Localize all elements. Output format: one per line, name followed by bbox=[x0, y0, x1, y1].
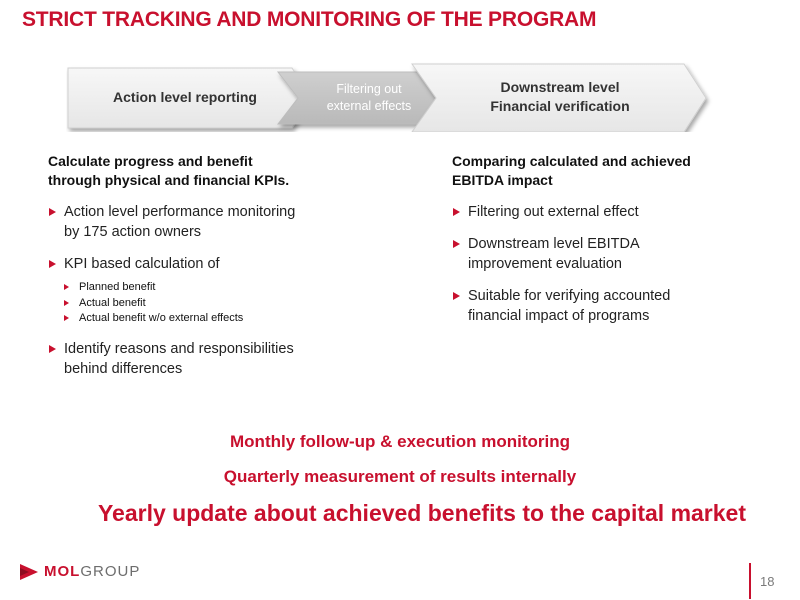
bullet-arrow-icon bbox=[453, 292, 460, 300]
left-bullet-3-line2: behind differences bbox=[64, 360, 183, 377]
sub-bullet-3-text: Actual benefit w/o external effects bbox=[79, 312, 244, 324]
left-bullet-3 bbox=[48, 339, 368, 379]
right-bullet-2 bbox=[452, 234, 752, 274]
bullet-arrow-icon bbox=[453, 240, 460, 248]
sub-bullet-1 bbox=[64, 280, 368, 296]
step2-label bbox=[298, 81, 440, 115]
kpi-sub-list bbox=[64, 280, 368, 327]
left-bullet-list bbox=[48, 202, 368, 379]
logo-mol: MOL bbox=[44, 563, 81, 580]
left-bullet-2 bbox=[48, 254, 368, 327]
step2-label-line2: external effects bbox=[326, 99, 412, 113]
right-heading-line2: EBITDA impact bbox=[452, 172, 553, 188]
sub-bullet-arrow-icon bbox=[64, 300, 69, 306]
step3-label bbox=[442, 78, 678, 116]
bullet-arrow-icon bbox=[49, 260, 56, 268]
process-flow bbox=[66, 62, 716, 132]
right-heading bbox=[452, 152, 752, 190]
sub-bullet-2-text: Actual benefit bbox=[79, 296, 146, 309]
sub-bullet-1-text: Planned benefit bbox=[79, 281, 156, 293]
left-bullet-1-line1: Action level performance monitoring bbox=[64, 204, 296, 220]
left-heading bbox=[48, 152, 368, 190]
bullet-arrow-icon bbox=[49, 208, 56, 216]
right-bullet-list bbox=[452, 202, 752, 326]
logo-wordmark bbox=[44, 563, 140, 580]
right-bullet-1-line1: Filtering out external effect bbox=[468, 204, 639, 220]
right-heading-line1: Comparing calculated and achieved bbox=[452, 153, 691, 169]
right-bullet-3-line2: financial impact of programs bbox=[468, 308, 650, 324]
left-heading-line1: Calculate progress and benefit bbox=[48, 153, 253, 169]
highlight-quarterly: Quarterly measurement of results internally bbox=[223, 467, 577, 486]
left-bullet-1-line2: by 175 action owners bbox=[64, 224, 202, 240]
bullet-arrow-icon bbox=[49, 345, 56, 353]
left-bullet-3-line1: Identify reasons and responsibilities bbox=[64, 340, 294, 357]
highlight-monthly: Monthly follow-up & execution monitoring bbox=[230, 432, 570, 451]
right-bullet-2-line2: improvement evaluation bbox=[468, 256, 622, 272]
right-bullet-3 bbox=[452, 286, 752, 326]
page-number-divider bbox=[749, 563, 751, 599]
sub-bullet-2 bbox=[64, 296, 368, 312]
step2-label-line1: Filtering out bbox=[336, 82, 402, 96]
right-column bbox=[452, 152, 752, 338]
right-bullet-1 bbox=[452, 202, 752, 222]
sub-bullet-3 bbox=[64, 311, 368, 327]
slide-title: STRICT TRACKING AND MONITORING OF THE PROGRAM bbox=[22, 8, 597, 31]
left-heading-line2: through physical and financial KPIs. bbox=[48, 172, 290, 188]
left-bullet-1 bbox=[48, 202, 368, 242]
bullet-arrow-icon bbox=[453, 208, 460, 216]
left-column bbox=[48, 152, 368, 391]
highlight-yearly: Yearly update about achieved benefits to the capital market bbox=[97, 500, 747, 526]
sub-bullet-arrow-icon bbox=[64, 315, 69, 321]
right-bullet-2-line1: Downstream level EBITDA bbox=[468, 236, 640, 252]
page-number: 18 bbox=[760, 574, 775, 589]
mol-group-logo bbox=[20, 563, 140, 580]
mol-logo-icon bbox=[20, 564, 38, 580]
step3-label-line2: Financial verification bbox=[490, 98, 630, 114]
step1-label: Action level reporting bbox=[113, 89, 257, 105]
logo-group: GROUP bbox=[80, 563, 141, 580]
sub-bullet-arrow-icon bbox=[64, 284, 69, 290]
right-bullet-3-line1: Suitable for verifying accounted bbox=[468, 288, 671, 304]
left-bullet-2-line1: KPI based calculation of bbox=[64, 256, 220, 272]
step3-label-line1: Downstream level bbox=[500, 79, 620, 95]
